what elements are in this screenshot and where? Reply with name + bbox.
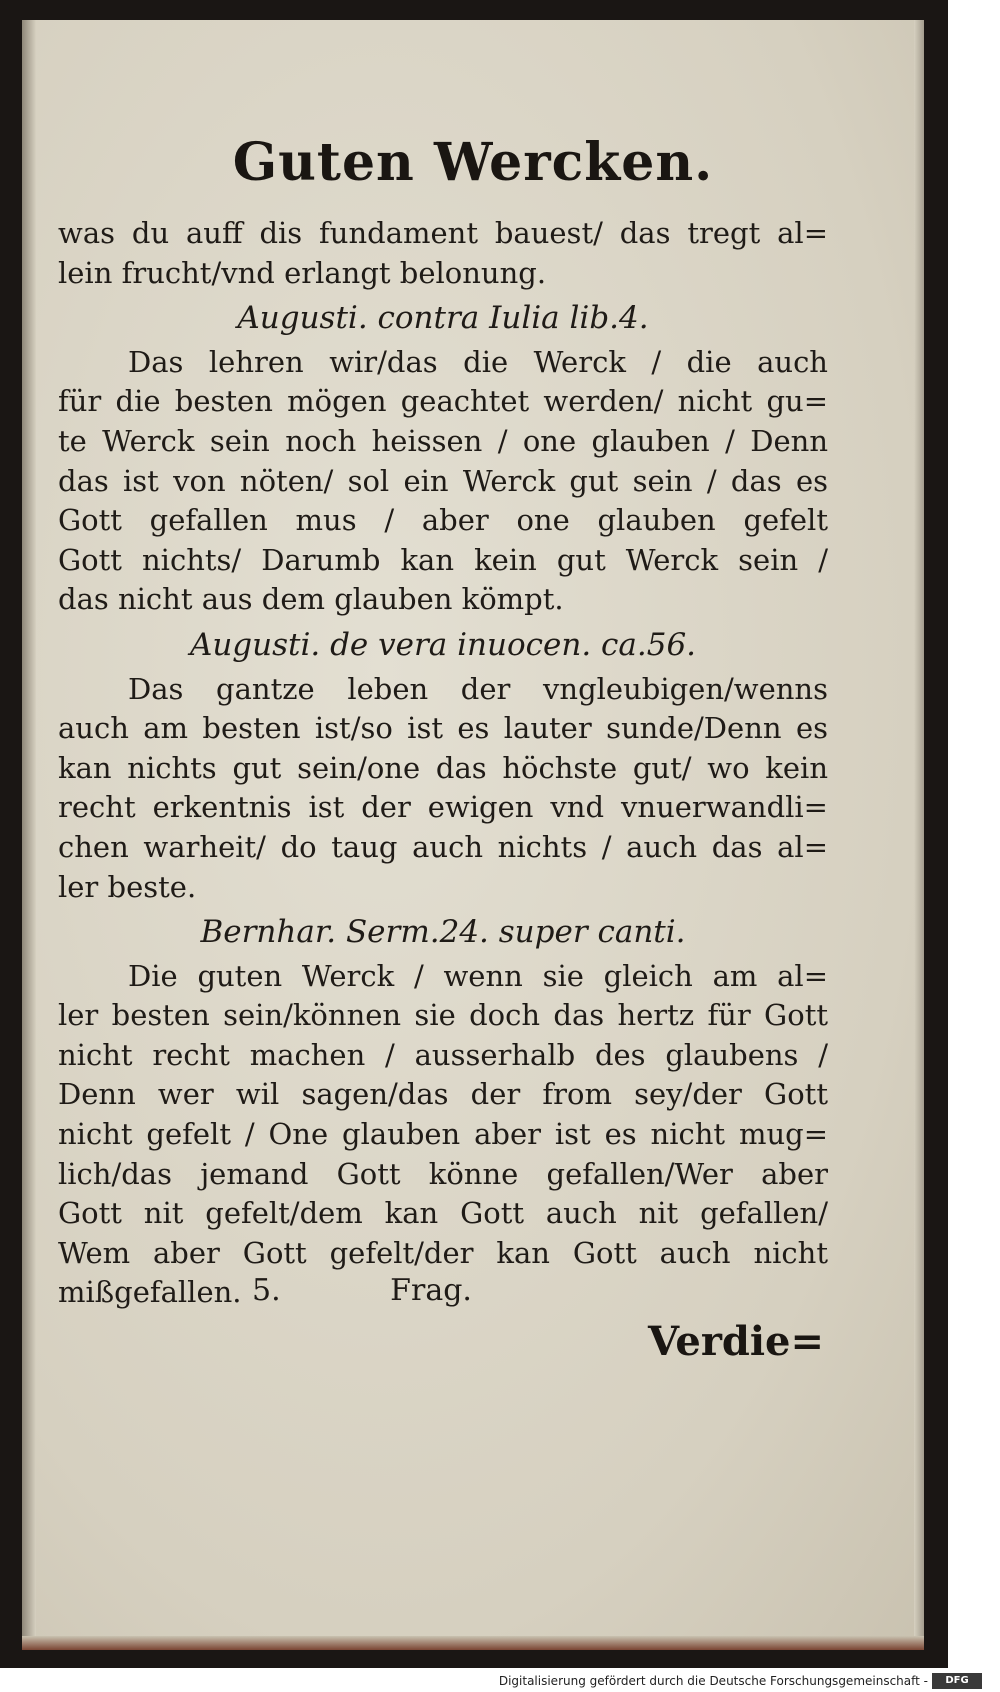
text-line: lein frucht/vnd erlangt belonung.: [58, 255, 547, 290]
text-line: Das lehren wir/das die Werck / die auch: [128, 344, 828, 379]
text-line: Gott nichts/ Darumb kan kein gut Werck sein /: [58, 542, 828, 577]
section-heading: Augusti. de vera inuocen. ca.56.: [189, 626, 697, 663]
text-line: ler besten sein/können sie doch das hertz für Gott: [58, 998, 828, 1033]
signature-word: Frag.: [390, 1273, 472, 1308]
text-line: das nicht aus dem glauben kömpt.: [58, 582, 564, 617]
running-head: Guten Wercken.: [232, 132, 714, 193]
text-line: Wem aber Gott gefelt/der kan Gott auch nicht: [58, 1235, 828, 1270]
text-line: nicht gefelt / One glauben aber ist es nicht mug=: [58, 1117, 828, 1152]
text-line: was du auff dis fundament bauest/ das tregt al=: [58, 216, 828, 250]
footer-bar: [0, 1668, 1000, 1692]
text-line: kan nichts gut sein/one das höchste gut/ wo kein: [58, 750, 828, 785]
text-block: [58, 214, 828, 1313]
text-line: nicht recht machen / ausserhalb des glaubens /: [58, 1037, 828, 1072]
text-line: te Werck sein noch heissen / one glauben / Denn: [58, 423, 828, 458]
book-page: [22, 20, 924, 1650]
text-line: ler beste.: [58, 869, 197, 904]
footer-credit: Digitalisierung gefördert durch die Deutsche Forschungsgemeinschaft -: [498, 1674, 928, 1688]
signature-number: 5.: [252, 1273, 281, 1308]
page-bottom-edge: [22, 1636, 924, 1650]
text-line: Das gantze leben der vngleubigen/wenns: [128, 671, 828, 706]
text-line: Gott gefallen mus / aber one glauben gefelt: [58, 503, 828, 538]
page-gutter-shadow: [22, 20, 36, 1650]
text-line: recht erkentnis ist der ewigen vnd vnuerwandli=: [58, 790, 828, 825]
section-heading: Bernhar. Serm.24. super canti.: [200, 914, 686, 951]
text-line: mißgefallen.: [58, 1275, 242, 1310]
dfg-logo: DFG: [932, 1673, 982, 1689]
section-heading: Augusti. contra Iulia lib.4.: [237, 300, 649, 337]
text-line: für die besten mögen geachtet werden/ nicht gu=: [58, 384, 828, 419]
text-line: chen warheit/ do taug auch nichts / auch das al=: [58, 829, 828, 864]
text-line: Denn wer wil sagen/das der from sey/der Gott: [58, 1077, 828, 1112]
text-line: auch am besten ist/so ist es lauter sunde/Denn es: [58, 711, 828, 746]
text-line: Die guten Werck / wenn sie gleich am al=: [128, 958, 828, 993]
catchword: Verdie=: [648, 1318, 825, 1365]
text-line: das ist von nöten/ sol ein Werck gut sein / das es: [58, 463, 828, 498]
text-line: Gott nit gefelt/dem kan Gott auch nit gefallen/: [58, 1196, 828, 1231]
signature-mark: [252, 1273, 572, 1308]
page-edge-shadow: [914, 20, 924, 1650]
text-line: lich/das jemand Gott könne gefallen/Wer aber: [58, 1156, 828, 1191]
